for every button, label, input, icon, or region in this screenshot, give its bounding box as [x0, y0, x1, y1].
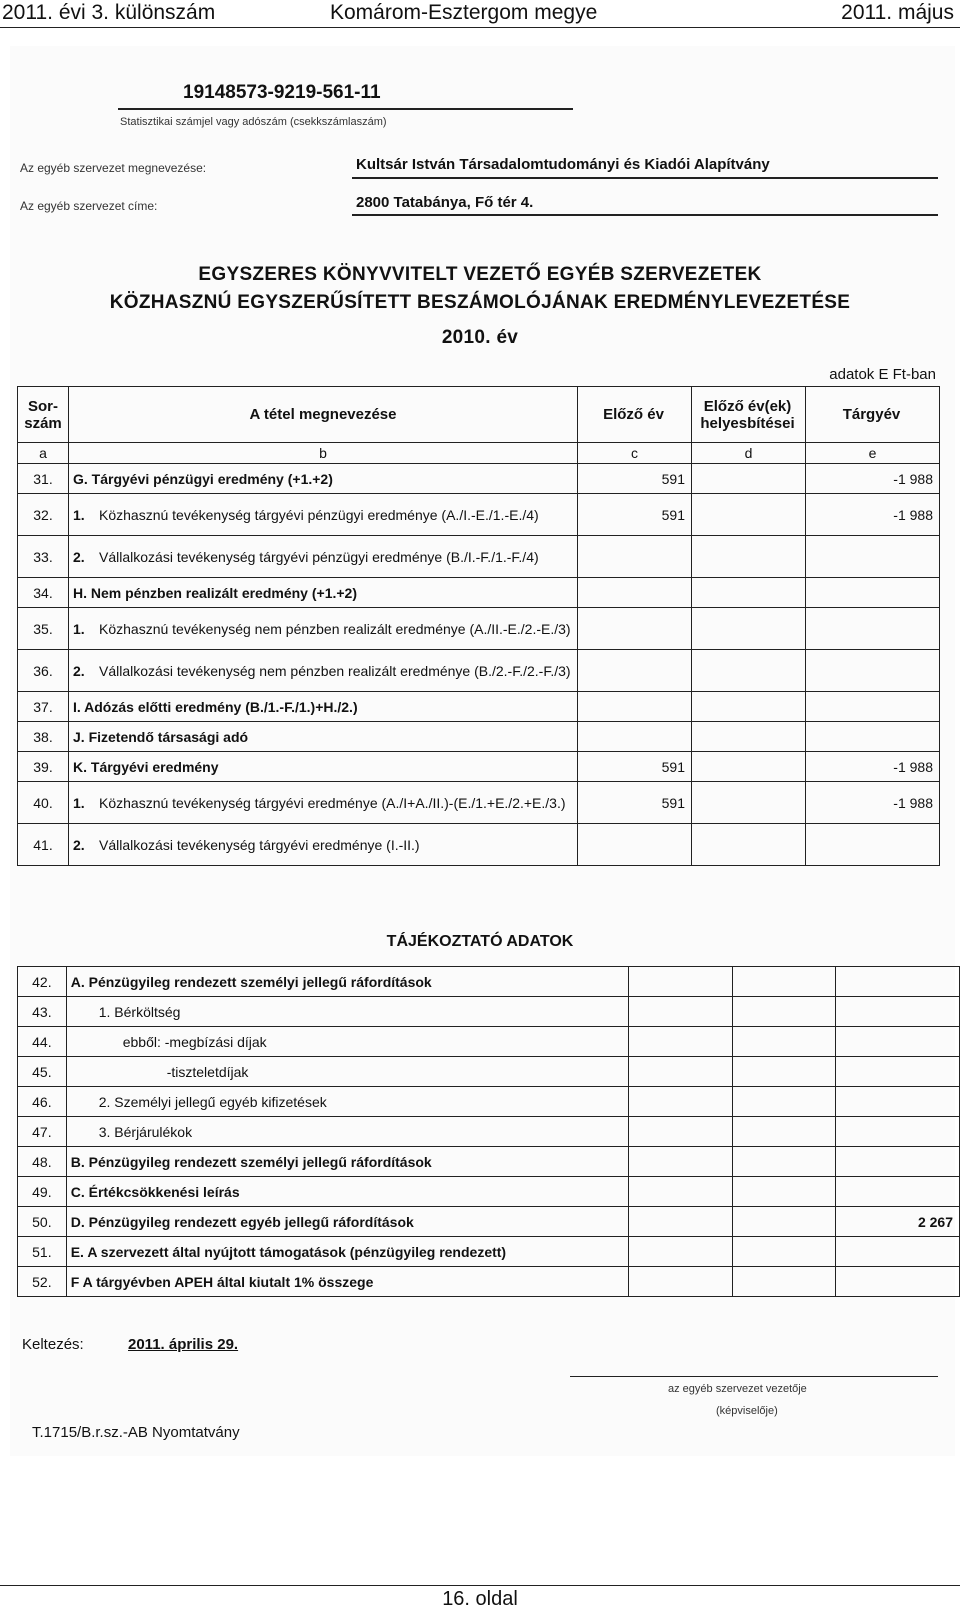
table-row: [18, 608, 940, 650]
table-row: [18, 692, 940, 722]
row-prev-adjustment: [732, 967, 836, 997]
row-label: [69, 608, 578, 650]
form-code: T.1715/B.r.sz.-AB Nyomtatvány: [32, 1424, 240, 1441]
row-label: [69, 692, 578, 722]
row-number: 35.: [18, 608, 69, 650]
row-prev-adjustment: [692, 494, 806, 536]
row-prev-year: [628, 1267, 732, 1297]
info-rows: [18, 967, 960, 1297]
row-prev-adjustment: [732, 997, 836, 1027]
row-number: 39.: [18, 752, 69, 782]
row-label: D. Pénzügyileg rendezett egyéb jellegű ráfordítások: [66, 1207, 628, 1237]
row-number: 47.: [18, 1117, 67, 1147]
row-prev-adjustment: [692, 722, 806, 752]
row-prev-adjustment: [732, 1237, 836, 1267]
row-current-year: [836, 1057, 960, 1087]
unit-label: adatok E Ft-ban: [829, 366, 936, 383]
signature-caption: az egyéb szervezet vezetője: [668, 1383, 807, 1395]
letter-d: d: [692, 443, 806, 464]
page-number: 16. oldal: [442, 1588, 518, 1610]
row-current-year: [806, 536, 940, 578]
row-number: 49.: [18, 1177, 67, 1207]
row-prev-year: [578, 650, 692, 692]
table-row: [18, 1087, 960, 1117]
row-label-text: G. Tárgyévi pénzügyi eredmény (+1.+2): [73, 470, 333, 487]
table-row: [18, 1267, 960, 1297]
row-prev-year: [628, 1177, 732, 1207]
row-prev-adjustment: [692, 608, 806, 650]
org-address: 2800 Tatabánya, Fő tér 4.: [356, 194, 534, 211]
row-current-year: [806, 722, 940, 752]
row-number: 38.: [18, 722, 69, 752]
row-label: F A tárgyévben APEH által kiutalt 1% összege: [66, 1267, 628, 1297]
row-prev-year: [578, 536, 692, 578]
row-number: 52.: [18, 1267, 67, 1297]
row-prev-year: [578, 824, 692, 866]
row-sub-number: 2.: [73, 548, 85, 565]
row-label-text: Közhasznú tevékenység tárgyévi eredménye (A./I+A./II.)-(E./1.+E./2.+E./3.): [99, 794, 566, 811]
row-number: 50.: [18, 1207, 67, 1237]
row-number: 40.: [18, 782, 69, 824]
row-number: 46.: [18, 1087, 67, 1117]
table-row: [18, 464, 940, 494]
table-row: [18, 782, 940, 824]
row-number: 41.: [18, 824, 69, 866]
table-row: [18, 494, 940, 536]
row-sub-number: 1.: [73, 794, 85, 811]
row-prev-adjustment: [732, 1117, 836, 1147]
row-prev-year: [628, 997, 732, 1027]
org-name-label: Az egyéb szervezet megnevezése:: [20, 161, 207, 175]
row-current-year: [836, 1177, 960, 1207]
row-prev-adjustment: [732, 1057, 836, 1087]
letter-e: e: [806, 443, 940, 464]
row-current-year: -1 988: [806, 782, 940, 824]
row-prev-year: [578, 578, 692, 608]
row-prev-year: 591: [578, 782, 692, 824]
header-issue: 2011. évi 3. különszám: [2, 1, 216, 24]
row-prev-year: 591: [578, 464, 692, 494]
row-number: 32.: [18, 494, 69, 536]
row-number: 51.: [18, 1237, 67, 1267]
row-label-text: K. Tárgyévi eredmény: [73, 758, 219, 775]
header-rule: [0, 27, 960, 28]
row-label: [69, 650, 578, 692]
form-title-line1: EGYSZERES KÖNYVVITELT VEZETŐ EGYÉB SZERVEZETEK: [198, 264, 762, 285]
row-prev-adjustment: [732, 1027, 836, 1057]
running-header: [0, 0, 960, 28]
row-current-year: [836, 1147, 960, 1177]
row-label: E. A szervezett által nyújtott támogatások (pénzügyileg rendezett): [66, 1237, 628, 1267]
org-address-label: Az egyéb szervezet címe:: [20, 199, 158, 213]
row-prev-year: [578, 722, 692, 752]
row-label-text: I. Adózás előtti eredmény (B./1.-F./1.)+H./2.): [73, 698, 358, 715]
signing-date: 2011. április 29.: [128, 1336, 239, 1353]
row-prev-adjustment: [732, 1087, 836, 1117]
row-label: [69, 824, 578, 866]
org-name-underline: [352, 177, 938, 179]
row-current-year: -1 988: [806, 464, 940, 494]
table-row: [18, 1207, 960, 1237]
table-row: [18, 1117, 960, 1147]
row-label-text: J. Fizetendő társasági adó: [73, 728, 249, 745]
table-row: [18, 997, 960, 1027]
row-sub-number: 1.: [73, 506, 85, 523]
row-label: B. Pénzügyileg rendezett személyi jellegű ráfordítások: [66, 1147, 628, 1177]
row-label: ebből: -megbízási díjak: [66, 1027, 628, 1057]
signature-line: [570, 1376, 938, 1377]
row-current-year: [806, 650, 940, 692]
row-current-year: [806, 578, 940, 608]
date-label: Keltezés:: [22, 1336, 84, 1353]
row-current-year: [836, 967, 960, 997]
row-label: C. Értékcsökkenési leírás: [66, 1177, 628, 1207]
table-row: [18, 722, 940, 752]
row-prev-adjustment: [732, 1267, 836, 1297]
row-label: [69, 752, 578, 782]
header-county: Komárom-Esztergom megye: [330, 1, 598, 24]
row-label: [69, 494, 578, 536]
row-prev-year: [578, 692, 692, 722]
row-number: 43.: [18, 997, 67, 1027]
table-header-row: [18, 387, 940, 443]
row-current-year: [836, 1117, 960, 1147]
form-year: 2010. év: [441, 327, 519, 348]
row-label-text: Vállalkozási tevékenység tárgyévi pénzügyi eredménye (B./I.-F./1.-F./4): [99, 548, 539, 565]
row-prev-year: [628, 1117, 732, 1147]
row-number: 34.: [18, 578, 69, 608]
row-label: [69, 578, 578, 608]
income-rows: [18, 464, 940, 866]
tax-id: 19148573-9219-561-11: [183, 82, 381, 103]
row-label: -tiszteletdíjak: [66, 1057, 628, 1087]
table-row: [18, 752, 940, 782]
row-prev-adjustment: [732, 1177, 836, 1207]
row-current-year: [836, 1087, 960, 1117]
row-label: 3. Bérjárulékok: [66, 1117, 628, 1147]
row-prev-year: [628, 1147, 732, 1177]
row-label-text: Közhasznú tevékenység tárgyévi pénzügyi eredménye (A./I.-E./1.-E./4): [99, 506, 539, 523]
form-title-line2: KÖZHASZNÚ EGYSZERŰSÍTETT BESZÁMOLÓJÁNAK EREDMÉNYLEVEZETÉSE: [109, 292, 851, 313]
row-label: 2. Személyi jellegű egyéb kifizetések: [66, 1087, 628, 1117]
letter-a: a: [18, 443, 69, 464]
row-sub-number: 1.: [73, 620, 85, 637]
row-number: 45.: [18, 1057, 67, 1087]
row-current-year: 2 267: [836, 1207, 960, 1237]
row-prev-adjustment: [692, 578, 806, 608]
row-prev-year: [628, 1057, 732, 1087]
table-row: [18, 1177, 960, 1207]
row-prev-adjustment: [692, 692, 806, 722]
row-current-year: [836, 1027, 960, 1057]
info-table: [17, 966, 960, 1297]
table-row: [18, 536, 940, 578]
tax-id-caption: Statisztikai számjel vagy adószám (csekkszámlaszám): [120, 116, 387, 128]
row-prev-adjustment: [692, 752, 806, 782]
row-prev-adjustment: [692, 824, 806, 866]
col-header-prev-adj: Előző év(ek) helyesbítései: [692, 387, 806, 443]
row-number: 36.: [18, 650, 69, 692]
row-current-year: -1 988: [806, 752, 940, 782]
letter-b: b: [69, 443, 578, 464]
row-current-year: [806, 824, 940, 866]
row-prev-year: 591: [578, 494, 692, 536]
row-prev-year: [628, 1207, 732, 1237]
income-statement-table: [17, 386, 940, 866]
col-header-nr: Sor-szám: [18, 387, 69, 443]
row-label: A. Pénzügyileg rendezett személyi jellegű ráfordítások: [66, 967, 628, 997]
col-header-prev: Előző év: [578, 387, 692, 443]
row-prev-year: [578, 608, 692, 650]
table-row: [18, 578, 940, 608]
row-number: 44.: [18, 1027, 67, 1057]
org-address-underline: [352, 214, 938, 216]
row-current-year: [806, 608, 940, 650]
row-label: [69, 464, 578, 494]
table-row: [18, 1057, 960, 1087]
row-current-year: -1 988: [806, 494, 940, 536]
row-prev-year: [628, 1087, 732, 1117]
footer-rule: [0, 1585, 960, 1586]
tax-id-underline: [118, 108, 573, 110]
col-header-current: Tárgyév: [806, 387, 940, 443]
org-name: Kultsár István Társadalomtudományi és Kiadói Alapítvány: [356, 156, 770, 173]
row-number: 31.: [18, 464, 69, 494]
row-label: [69, 722, 578, 752]
signature-caption-representative: (képviselője): [716, 1405, 778, 1417]
col-header-name: A tétel megnevezése: [69, 387, 578, 443]
info-section-title: TÁJÉKOZTATÓ ADATOK: [386, 933, 574, 950]
row-prev-adjustment: [692, 782, 806, 824]
row-number: 33.: [18, 536, 69, 578]
letter-c: c: [578, 443, 692, 464]
row-number: 48.: [18, 1147, 67, 1177]
row-current-year: [806, 692, 940, 722]
row-sub-number: 2.: [73, 662, 85, 679]
table-row: [18, 824, 940, 866]
row-current-year: [836, 997, 960, 1027]
row-label-text: Vállalkozási tevékenység nem pénzben realizált eredménye (B./2.-F./2.-F./3): [99, 662, 571, 679]
row-prev-year: [628, 967, 732, 997]
row-prev-adjustment: [692, 536, 806, 578]
table-row: [18, 650, 940, 692]
row-prev-adjustment: [692, 650, 806, 692]
row-current-year: [836, 1267, 960, 1297]
row-current-year: [836, 1237, 960, 1267]
row-label: 1. Bérköltség: [66, 997, 628, 1027]
row-prev-year: [628, 1027, 732, 1057]
row-label: [69, 536, 578, 578]
row-number: 42.: [18, 967, 67, 997]
row-prev-adjustment: [692, 464, 806, 494]
table-row: [18, 967, 960, 997]
row-label-text: H. Nem pénzben realizált eredmény (+1.+2): [73, 584, 357, 601]
row-number: 37.: [18, 692, 69, 722]
row-prev-adjustment: [732, 1147, 836, 1177]
row-label: [69, 782, 578, 824]
header-date: 2011. május: [841, 1, 954, 24]
table-row: [18, 1147, 960, 1177]
row-prev-year: 591: [578, 752, 692, 782]
row-sub-number: 2.: [73, 836, 85, 853]
row-label-text: Közhasznú tevékenység nem pénzben realizált eredménye (A./II.-E./2.-E./3): [99, 620, 571, 637]
table-row: [18, 1027, 960, 1057]
letter-row: [18, 443, 940, 464]
table-row: [18, 1237, 960, 1267]
row-prev-year: [628, 1237, 732, 1267]
row-label-text: Vállalkozási tevékenység tárgyévi eredménye (I.-II.): [99, 836, 420, 853]
row-prev-adjustment: [732, 1207, 836, 1237]
